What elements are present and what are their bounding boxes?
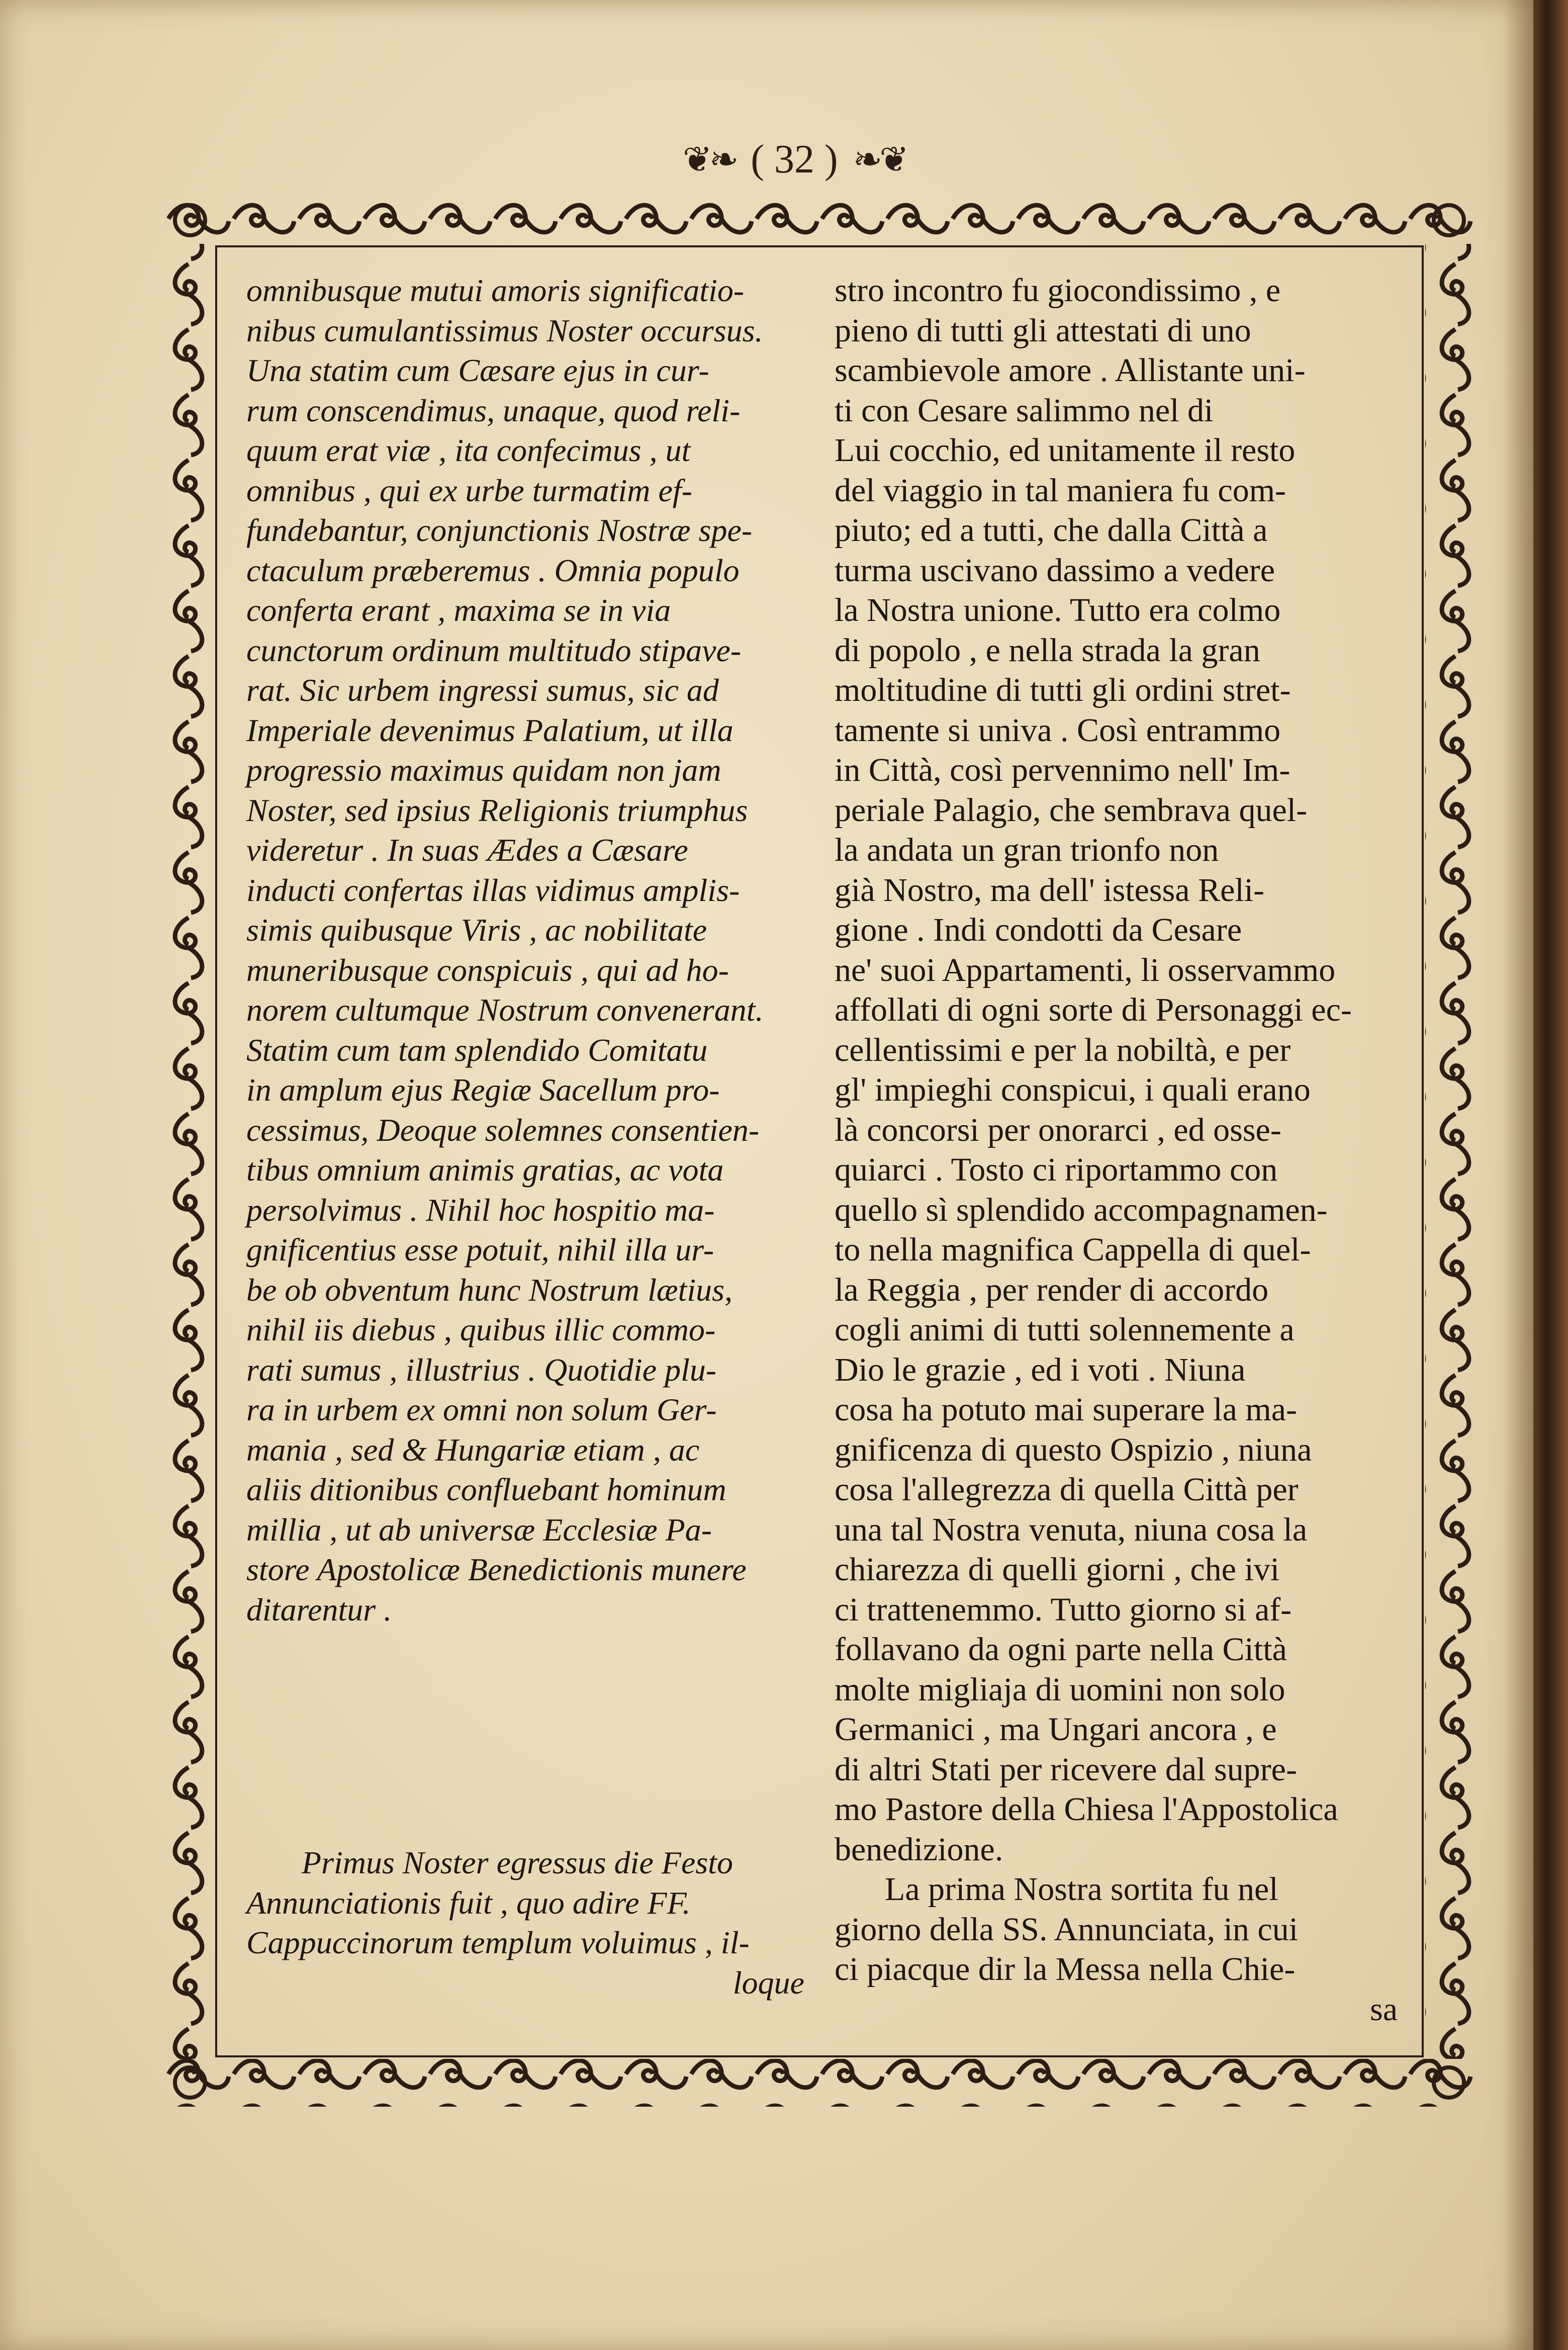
italian-line: to nella magnifica Cappella di quel- — [835, 1231, 1311, 1268]
latin-line: conferta erant , maxima se in via — [246, 592, 671, 628]
latin-line: mania , sed & Hungariæ etiam , ac — [246, 1431, 700, 1468]
italian-line: molte migliaja di uomini non solo — [835, 1671, 1285, 1708]
latin-line: rati sumus , illustrius . Quotidie plu- — [246, 1351, 717, 1388]
italian-line: ci piacque dir la Messa nella Chie- — [835, 1951, 1296, 1987]
latin-line: ra in urbem ex omni non solum Ger- — [246, 1392, 717, 1427]
italian-line: ti con Cesare salimmo nel di — [835, 392, 1214, 429]
italian-line: benedizione. — [835, 1831, 1003, 1868]
italian-line: cellentissimi e per la nobiltà, e per — [835, 1031, 1291, 1068]
italian-line: cosa ha potuto mai superare la ma- — [835, 1391, 1297, 1428]
latin-column — [246, 270, 804, 1630]
latin-line: rat. Sic urbem ingressi sumus, sic ad — [246, 672, 719, 708]
latin-line: norem cultumque Nostrum convenerant. — [246, 992, 764, 1028]
italian-line: mo Pastore della Chiesa l'Appostolica — [835, 1791, 1338, 1828]
latin-line: gnificentius esse potuit, nihil illa ur- — [246, 1232, 714, 1268]
italian-line: Lui cocchio, ed unitamente il resto — [835, 432, 1296, 469]
italian-line: là concorsi per onorarci , ed osse- — [835, 1111, 1281, 1148]
italian-line: Dio le grazie , ed i voti . Niuna — [835, 1351, 1246, 1388]
italian-line: moltitudine di tutti gli ordini stret- — [835, 672, 1291, 708]
italian-column — [835, 270, 1398, 2029]
page-edge-shadow — [1503, 0, 1533, 2350]
italian-line: piuto; ed a tutti, che dalla Città a — [835, 512, 1268, 549]
latin-line: Noster, sed ipsius Religionis triumphus — [246, 792, 748, 828]
page-header — [654, 133, 935, 194]
italian-line: gione . Indi condotti da Cesare — [835, 912, 1242, 948]
latin-line: omnibusque mutui amoris significatio- — [246, 273, 745, 308]
latin-line: omnibus , qui ex urbe turmatim ef- — [246, 472, 692, 508]
italian-line: giorno della SS. Annunciata, in cui — [835, 1911, 1299, 1948]
latin-line: cunctorum ordinum multitudo stipave- — [246, 632, 742, 668]
latin-line: nibus cumulantissimus Noster occursus. — [246, 312, 763, 348]
header-ornament-left-icon: ❦❧ — [683, 141, 736, 180]
latin-line: ctaculum præberemus . Omnia populo — [246, 552, 740, 588]
book-gutter — [1533, 0, 1568, 2350]
latin-line: cessimus, Deoque solemnes consentien- — [246, 1112, 760, 1148]
italian-line: sa — [1370, 1991, 1398, 2028]
italian-line: del viaggio in tal maniera fu com- — [835, 472, 1286, 509]
latin-line: tibus omnium animis gratias, ac vota — [246, 1152, 724, 1188]
latin-line: persolvimus . Nihil hoc hospitio ma- — [246, 1192, 715, 1228]
italian-line: gl' impieghi conspicui, i quali erano — [835, 1071, 1311, 1108]
italian-line: la Nostra unione. Tutto era colmo — [835, 592, 1281, 628]
latin-line: aliis ditionibus confluebant hominum — [246, 1472, 726, 1507]
italian-line: periale Palagio, che sembrava quel- — [835, 791, 1308, 829]
latin-line: Annunciationis fuit , quo adire FF. — [246, 1884, 691, 1921]
italian-line: Germanici , ma Ungari ancora , e — [835, 1711, 1277, 1748]
latin-line: store Apostolicæ Benedictionis munere — [246, 1552, 747, 1587]
italian-line: cogli animi di tutti solennemente a — [835, 1311, 1295, 1348]
italian-line: ci trattenemmo. Tutto giorno si af- — [835, 1591, 1292, 1628]
latin-line: fundebantur, conjunctionis Nostræ spe- — [246, 512, 753, 548]
italian-line: quiarci . Tosto ci riportammo con — [835, 1151, 1278, 1188]
italian-line: la Reggia , per render di accordo — [835, 1271, 1269, 1308]
latin-line: Imperiale devenimus Palatium, ut illa — [246, 712, 733, 748]
italian-line: La prima Nostra sortita fu nel — [885, 1871, 1278, 1908]
italian-line: cosa l'allegrezza di quella Città per — [835, 1471, 1299, 1508]
latin-line: millia , ut ab universæ Ecclesiæ Pa- — [246, 1511, 712, 1548]
latin-line: in amplum ejus Regiæ Sacellum pro- — [246, 1072, 720, 1108]
italian-line: stro incontro fu giocondissimo , e — [835, 272, 1281, 309]
italian-line: in Città, così pervennimo nell' Im- — [835, 752, 1290, 788]
latin-line: be ob obventum hunc Nostrum lætius, — [246, 1272, 733, 1308]
latin-line: Cappuccinorum templum voluimus , il- — [246, 1925, 750, 1960]
italian-line: gnificenza di questo Ospizio , niuna — [835, 1431, 1312, 1468]
latin-line: inducti confertas illas vidimus amplis- — [246, 872, 740, 908]
italian-line: di popolo , e nella strada la gran — [835, 631, 1260, 669]
latin-line: Una statim cum Cæsare ejus in cur- — [246, 352, 709, 388]
header-ornament-right-icon: ❧❦ — [853, 141, 906, 180]
italian-line: chiarezza di quelli giorni , che ivi — [835, 1551, 1280, 1588]
latin-line: muneribusque conspicuis , qui ad ho- — [246, 952, 729, 988]
italian-line: turma uscivano dassimo a vedere — [835, 552, 1275, 589]
latin-line: Primus Noster egressus die Festo — [302, 1845, 733, 1880]
latin-line: simis quibusque Viris , ac nobilitate — [246, 912, 707, 948]
italian-line: affollati di ogni sorte di Personaggi ec- — [835, 991, 1352, 1028]
latin-line: nihil iis diebus , quibus illic commo- — [246, 1312, 716, 1347]
italian-line: già Nostro, ma dell' istessa Reli- — [835, 871, 1265, 909]
latin-line: loque — [732, 1964, 804, 2001]
italian-line: follavano da ogni parte nella Città — [835, 1631, 1287, 1668]
italian-line: di altri Stati per ricevere dal supre- — [835, 1751, 1297, 1788]
italian-line: tamente si univa . Così entrammo — [835, 711, 1281, 749]
latin-line: quum erat viæ , ita confecimus , ut — [246, 432, 691, 468]
latin-line: videretur . In suas Ædes a Cæsare — [246, 832, 688, 868]
latin-line: ditarentur . — [246, 1591, 392, 1628]
latin-line: Statim cum tam splendido Comitatu — [246, 1032, 708, 1068]
italian-line: la andata un gran trionfo non — [835, 832, 1219, 868]
page-number: ( 32 ) — [751, 137, 838, 182]
latin-line: progressio maximus quidam non jam — [246, 752, 721, 788]
italian-line: scambievole amore . Allistante uni- — [835, 352, 1306, 389]
latin-line: rum conscendimus, unaque, quod reli- — [246, 392, 741, 428]
italian-line: quello sì splendido accompagnamen- — [835, 1191, 1328, 1228]
latin-column-bottom — [246, 1843, 804, 2003]
italian-line: pieno di tutti gli attestati di uno — [835, 312, 1251, 349]
italian-line: ne' suoi Appartamenti, li osservammo — [835, 951, 1336, 988]
italian-line: una tal Nostra venuta, niuna cosa la — [835, 1511, 1308, 1548]
